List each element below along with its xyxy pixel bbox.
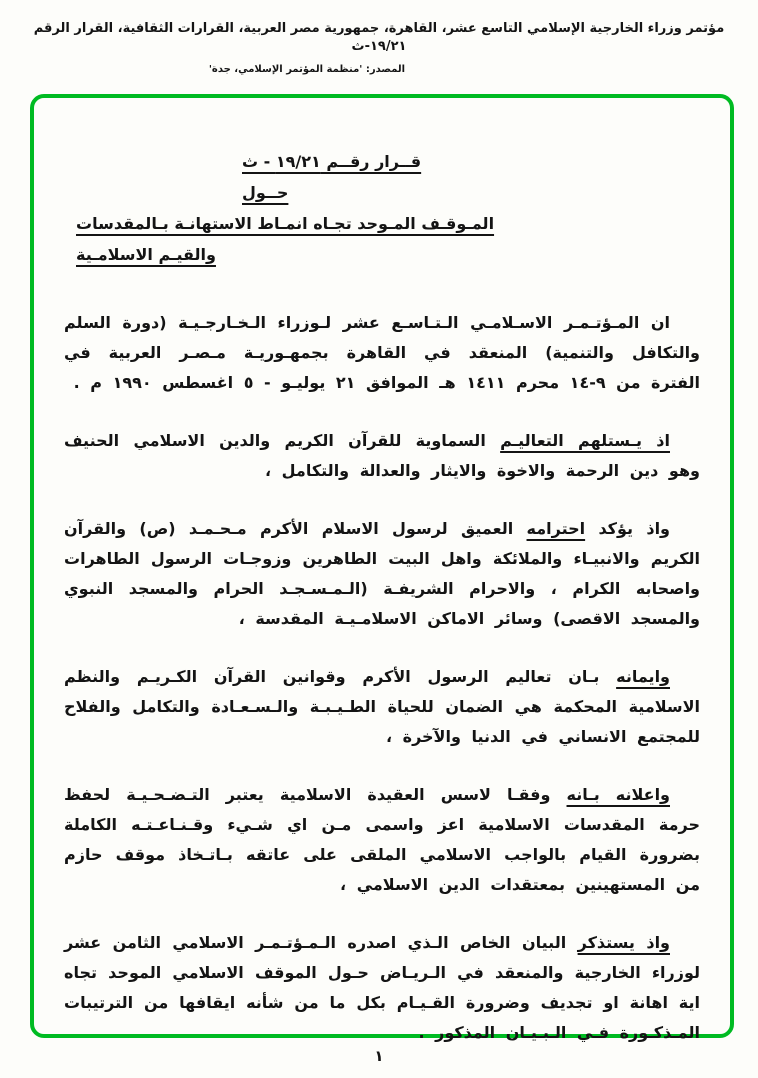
paragraph-3-text: العميق لرسول الاسلام الأكرم مـحـمـد (ص) والقرآن الكريم والانبيـاء والملائكة واهل البيت الطاهرين وزوجـات الرسول الطاهرات واصحابه الكرام ، والاحرام الشريفـة (الـمـسـجـد الحرام والمسجد النبوي والمسجد الاقصى) وسائر الاماكن الاسلامـيـة المقدسة ، [64,519,700,628]
resolution-paragraph-4 [64,662,700,752]
resolution-heading-block [64,152,700,276]
resolution-subject-text-2: والقيـم الاسلامـية [76,245,216,264]
resolution-number-title [242,152,700,183]
paragraph-5-lead: واعلانه بـانه [566,785,670,804]
page-number: ١ [374,1047,384,1065]
paragraph-6-text: البيان الخاص الـذي اصدره الـمـؤتـمـر الاسلامي الثامن عشر لوزراء الخارجية والمنعقد في الـريـاض حـول الموقف الاسلامي الموحد تجاه اية اهانة او تجديف وضرورة القـيـام بكل ما من شأنه ايقافها من الترتيبات المـذكـورة فـي الـبـيـان المذكور . [64,933,700,1042]
paragraph-2-lead: اذ يـستلهم التعاليـم [500,431,670,450]
paragraph-1-text: ان المـؤتـمـر الاسـلامـي الـتـاسـع عشر لـوزراء الـخـارجـيـة (دورة السلم والتكافل والتنمية) المنعقد في القاهرة بجمهـوريـة مـصـر العربية في الفترة من ٩-١٤ محرم ١٤١١ هـ الموافق ٢١ يوليـو - ٥ اغسطس ١٩٩٠ م . [64,313,700,392]
resolution-about-text: حــول [242,183,289,202]
source-header-citation: مؤتمر وزراء الخارجية الإسلامي التاسع عشر، القاهرة، جمهورية مصر العربية، القرارات الثقافية، القرار الرقم ١٩/٢١-ث [33,21,725,55]
paragraph-4-lead: وايمانه [616,667,670,686]
paragraph-5-text: وفقـا لاسس العقيدة الاسلامية يعتبر التـضـحـيـة لحفظ حرمة المقدسات الاسلامية اعز واسمى مـن اي شـيء وقـنـاعـتـه الكاملة بضرورة القيام بالواجب الاسلامي الملقى على عاتقه بـاتـخاذ موقف حازم من المستهينين بمعتقدات الدين الاسلامي ، [64,785,700,894]
resolution-number-text: قــرار رقــم ١٩/٢١ - ث [242,152,422,171]
paragraph-3-pre: واذ يؤكد [585,519,670,538]
source-header [0,0,758,75]
green-border-frame [30,94,734,1042]
paragraph-3-lead: احترامه [526,519,586,538]
resolution-paragraph-3 [64,514,700,634]
resolution-subject-line-1 [76,214,700,245]
resolution-about-label [242,183,700,214]
resolution-paragraph-1 [64,308,700,398]
resolution-subject-line-2 [76,245,700,276]
paragraph-6-lead: واذ يستذكر [577,933,670,952]
resolution-paragraph-2 [64,426,700,486]
paragraph-4-text: بـان تعاليم الرسول الأكرم وقوانين القرآن الكـريـم والنظم الاسلامية المحكمة هي الضمان للحياة الطـيـبـة والـسـعـادة والتكامل والفلاح للمجتمع الانساني في الدنيا والآخرة ، [64,667,700,746]
resolution-subject-text-1: المـوقـف المـوحد تجـاه انمـاط الاستهانـة بـالمقدسات [76,214,495,233]
resolution-paragraph-5 [64,780,700,900]
resolution-paragraph-6 [64,928,700,1048]
paragraph-2-text: السماوية للقرآن الكريم والدين الاسلامي الحنيف وهو دين الرحمة والاخوة والايثار والعدالة والتكامل ، [64,431,700,480]
document-body [34,98,730,1048]
source-header-source-note: المصدر: 'منظمة المؤتمر الإسلامي، جدة' [208,64,406,76]
